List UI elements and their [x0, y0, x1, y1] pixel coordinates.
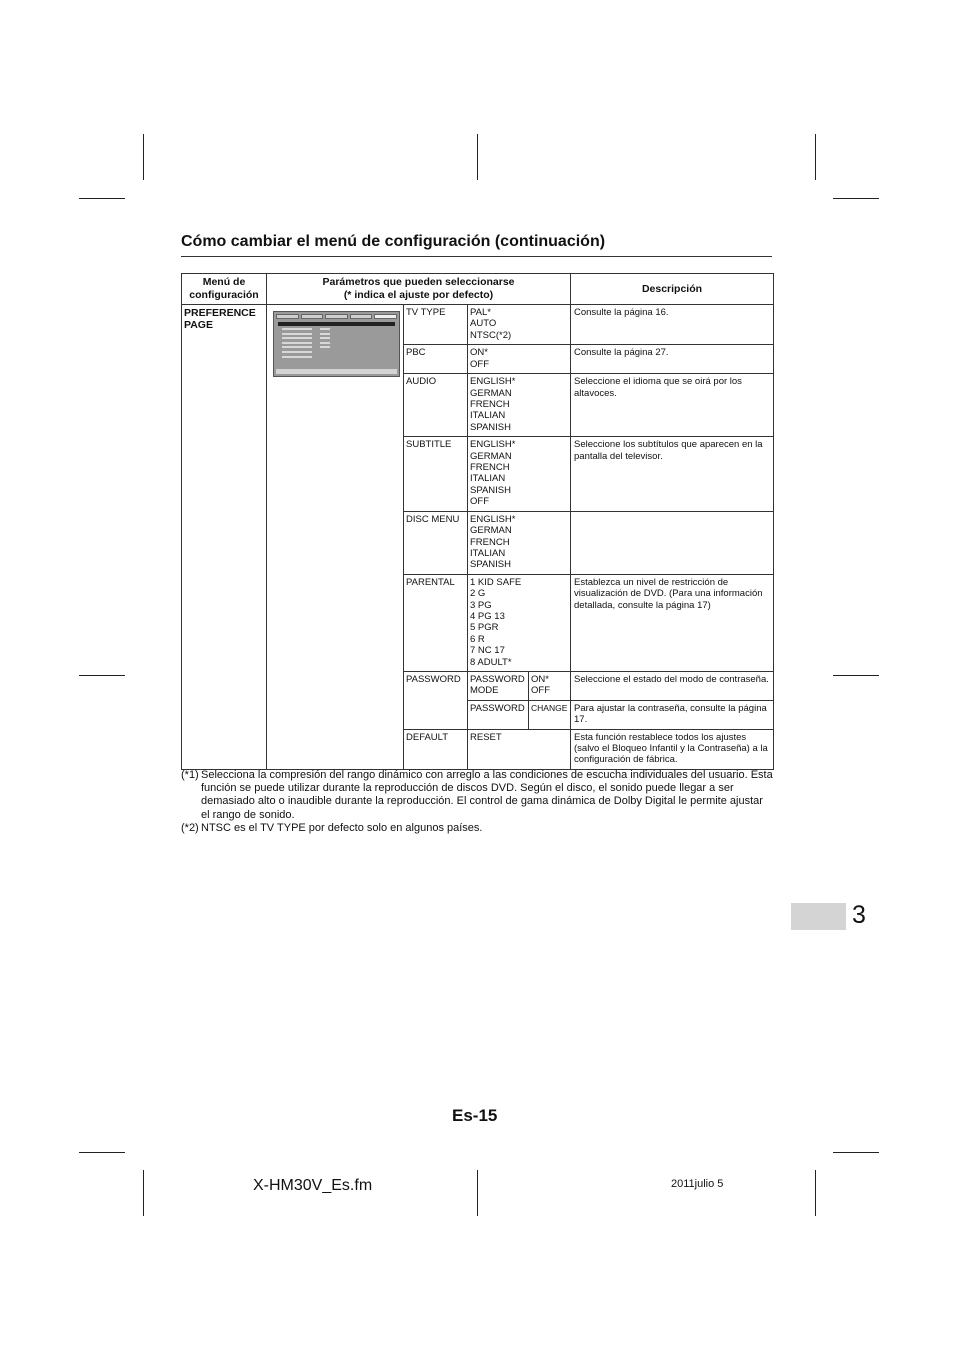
crop-mark: [477, 1170, 478, 1216]
crop-mark: [79, 675, 125, 676]
setting-options: PAL* AUTO NTSC(*2): [468, 305, 571, 345]
footnote: [181, 769, 773, 822]
page-number: Es-15: [452, 1106, 498, 1125]
setting-description: Seleccione los subtítulos que aparecen en la pantalla del televisor.: [571, 437, 774, 511]
crop-mark: [815, 134, 816, 180]
chapter-tab: [791, 903, 846, 930]
file-date: 2011julio 5: [671, 1178, 724, 1190]
footnote: [181, 822, 773, 835]
menu-screenshot-cell: [267, 305, 404, 770]
footnote-text: Selecciona la compresión del rango dinámico con arreglo a las condiciones de escucha individuales del usuario. Esta función se puede utilizar durante la reproducción de discos DVD. Según el disco, el sonido puede llegar a ser demasiado alto o inaudible durante la reproducción. El control de gama dinámica de Dolby Digital le permite ajustar el rango de sonido.: [201, 769, 773, 821]
setting-name: PASSWORD: [404, 671, 468, 729]
chapter-number: 3: [852, 901, 866, 929]
password-mode-values: ON* OFF: [529, 671, 571, 700]
footnote-mark: (*2): [181, 821, 199, 834]
setting-options: 1 KID SAFE 2 G 3 PG 4 PG 13 5 PGR 6 R 7 NC 17 8 ADULT*: [468, 574, 571, 671]
footnote-mark: (*1): [181, 769, 199, 781]
setting-name: DISC MENU: [404, 511, 468, 574]
header-params: Parámetros que pueden seleccionarse (* indica el ajuste por defecto): [267, 274, 571, 305]
title-rule: [181, 256, 772, 257]
setting-name: AUDIO: [404, 374, 468, 437]
setting-name: PARENTAL: [404, 574, 468, 671]
menu-name-cell: PREFERENCE PAGE: [182, 305, 267, 770]
crop-mark: [79, 1152, 125, 1153]
footnotes: [181, 769, 773, 835]
header-menu: Menú de configuración: [182, 274, 267, 305]
crop-mark: [833, 198, 879, 199]
setting-options: ON* OFF: [468, 345, 571, 374]
section-title: Cómo cambiar el menú de configuración (continuación): [181, 233, 606, 250]
crop-mark: [143, 1170, 144, 1216]
crop-mark: [833, 1152, 879, 1153]
setting-name: SUBTITLE: [404, 437, 468, 511]
setting-description: Esta función restablece todos los ajustes (salvo el Bloqueo Infantil y la Contraseña) a la configuración de fábrica.: [571, 729, 774, 769]
header-description: Descripción: [571, 274, 774, 305]
setting-description: Seleccione el estado del modo de contraseña.: [571, 671, 774, 700]
setting-description: Consulte la página 27.: [571, 345, 774, 374]
setting-options: ENGLISH* GERMAN FRENCH ITALIAN SPANISH OFF: [468, 437, 571, 511]
table-row: [182, 305, 774, 345]
crop-mark: [477, 134, 478, 180]
setting-options: RESET: [468, 729, 571, 769]
setting-description: Consulte la página 16.: [571, 305, 774, 345]
table-header-row: [182, 274, 774, 305]
password-change-value: CHANGE: [529, 700, 571, 729]
setting-name: PBC: [404, 345, 468, 374]
setting-description: Establezca un nivel de restricción de visualización de DVD. (Para una información detallada, consulte la página 17): [571, 574, 774, 671]
crop-mark: [833, 675, 879, 676]
crop-mark: [143, 134, 144, 180]
setting-name: DEFAULT: [404, 729, 468, 769]
settings-table: [181, 273, 774, 770]
crop-mark: [815, 1170, 816, 1216]
setting-options: ENGLISH* GERMAN FRENCH ITALIAN SPANISH: [468, 511, 571, 574]
password-change-label: PASSWORD: [468, 700, 529, 729]
preference-page-screenshot: [273, 311, 400, 377]
file-name: X-HM30V_Es.fm: [253, 1177, 373, 1194]
crop-mark: [79, 198, 125, 199]
setting-name: TV TYPE: [404, 305, 468, 345]
setting-description: [571, 511, 774, 574]
setting-description: Seleccione el idioma que se oirá por los altavoces.: [571, 374, 774, 437]
footnote-text: NTSC es el TV TYPE por defecto solo en algunos países.: [201, 821, 483, 834]
password-mode-label: PASSWORD MODE: [468, 671, 529, 700]
setting-options: ENGLISH* GERMAN FRENCH ITALIAN SPANISH: [468, 374, 571, 437]
setting-description: Para ajustar la contraseña, consulte la página 17.: [571, 700, 774, 729]
